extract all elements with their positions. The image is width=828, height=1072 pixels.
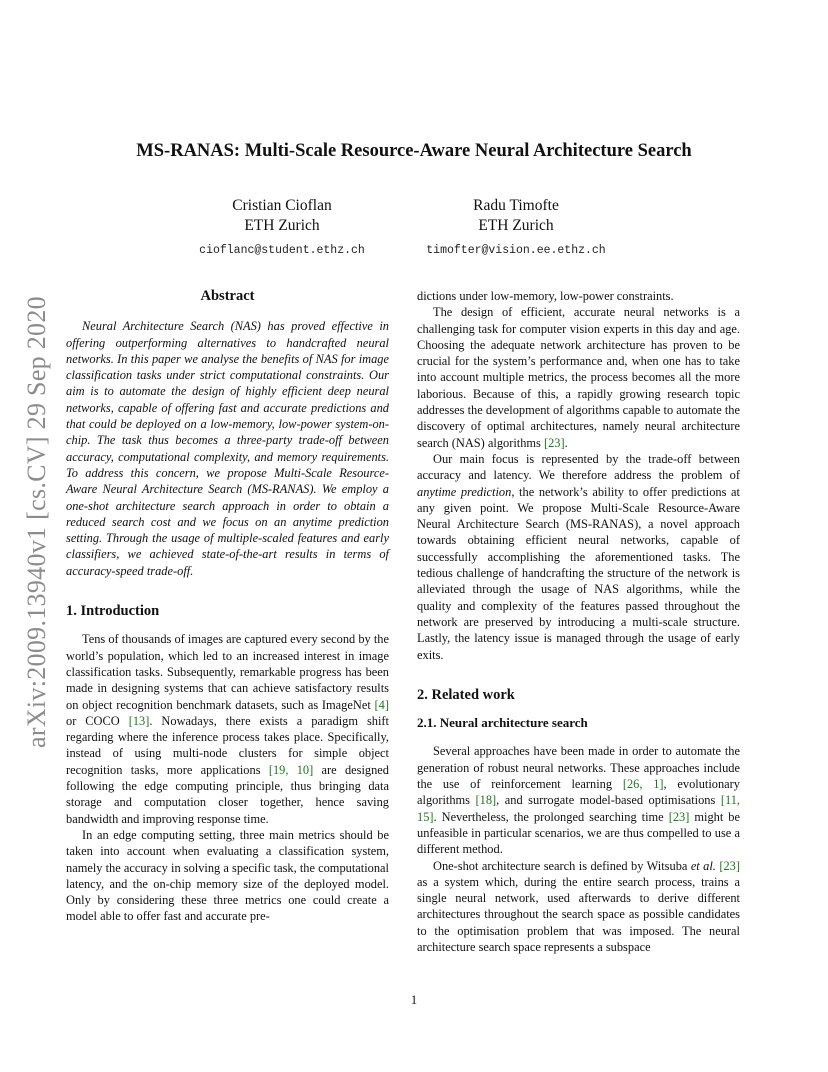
citation-link[interactable]: [19, 10]: [268, 762, 314, 777]
author-email[interactable]: cioflanc@student.ethz.ch: [199, 244, 365, 257]
abstract-section: [66, 288, 389, 579]
author-affiliation: ETH Zurich: [244, 216, 320, 234]
emphasis: anytime prediction: [417, 484, 512, 499]
paragraph: In an edge computing setting, three main metrics should be taken into account when evaluating a classification system, namely the accuracy in solving a specific task, the computational latency, and the on-chip memory size of the deployed model. Only by considering these three metrics one could create a model able to offer fast and accurate pre-: [66, 827, 389, 924]
paragraph-continuation: dictions under low-memory, low-power constraints.: [417, 289, 674, 303]
citation-link[interactable]: [13]: [128, 713, 150, 728]
arxiv-identifier-stamp: [22, 282, 52, 762]
citation-link[interactable]: [26, 1]: [622, 777, 664, 792]
left-column: [66, 288, 389, 925]
citation-link[interactable]: [23]: [668, 809, 690, 824]
author-block-1: [172, 196, 392, 261]
author-name: Cristian Cioflan: [232, 197, 332, 214]
citation-link[interactable]: [23]: [543, 435, 565, 450]
citation-link[interactable]: [11, 15]: [417, 793, 740, 824]
paragraph: Several approaches have been made in order to automate the generation of robust neural networks. These approaches include the use of reinforcement learning [26, 1], evolutionary algorithms [18], and surrogate model-based optimisations [11, 15]. Nevertheless, the prolonged searching time [23] might be unfeasible in particular scenarios, we are thus compelled to use a different method.: [417, 744, 741, 857]
abstract-heading: Abstract: [200, 288, 255, 304]
right-column: [417, 288, 740, 955]
emphasis: et al.: [690, 858, 716, 873]
subsection-heading-nas: 2.1. Neural architecture search: [417, 715, 588, 731]
paragraph: Our main focus is represented by the trade-off between accuracy and latency. We therefore address the problem of anytime prediction, the network’s ability to offer predictions at any given point. We propose Multi-Scale Resource-Aware Neural Architecture Search (MS-RANAS), a novel approach towards obtaining efficient neural networks, capable of successfully accomplishing the aforementioned tasks. The tedious challenge of handcrafting the structure of the network is alleviated through the usage of NAS algorithms, while the quality and complexity of the features passed throughout the network are preserved by introducing a multi-scale structure. Lastly, the latency issue is managed through the usage of early exits.: [417, 451, 740, 662]
abstract-text: Neural Architecture Search (NAS) has proved effective in offering outperforming alternatives to handcrafted neural networks. In this paper we analyse the benefits of NAS for image classification tasks under strict computational constraints. Our aim is to automate the design of highly efficient deep neural networks, capable of offering fast and accurate predictions and that could be deployed on a low-memory, low-power system-on-chip. The task thus becomes a three-party trade-off between accuracy, computational complexity, and memory requirements. To address this concern, we propose Multi-Scale Resource-Aware Neural Architecture Search (MS-RANAS). We employ a one-shot architecture search approach in order to obtain a reduced search cost and we focus on an anytime prediction setting. Through the usage of multiple-scaled features and early classifiers, we achieved state-of-the-art results in terms of accuracy-speed trade-off.: [66, 319, 389, 578]
paper-title: MS-RANAS: Multi-Scale Resource-Aware Neural Architecture Search: [136, 141, 692, 161]
citation-link[interactable]: [4]: [374, 697, 389, 712]
author-block-2: [406, 196, 626, 261]
paragraph: The design of efficient, accurate neural networks is a challenging task for computer vision experts in this day and age. Choosing the adequate network architecture has proven to be crucial for the system’s performance and, when one has to take into account multiple metrics, the process becomes all the more laborious. Because of this, a rapidly growing research topic addresses the development of algorithms capable to automate the discovery of optimal architectures, namely neural architecture search (NAS) algorithms [23].: [417, 305, 740, 450]
citation-link[interactable]: [23]: [719, 858, 740, 873]
paragraph: Tens of thousands of images are captured every second by the world’s population, which led to an increased interest in image classification tasks. Subsequently, remarkable progress has been made in designing systems that can achieve satisfactory results on object recognition benchmark datasets, such as ImageNet [4] or COCO [13]. Nowadays, there exists a paradigm shift regarding where the inference process takes place. Specifically, instead of using multi-node clusters for simple object recognition tasks, more applications [19, 10] are designed following the edge computing principle, thus bringing data storage and computation closer together, hence saving bandwidth and improving response time.: [66, 632, 390, 826]
author-name: Radu Timofte: [473, 197, 559, 214]
paragraph: One-shot architecture search is defined by Witsuba et al. [23] as a system which, during the entire search process, trains a single neural network, used afterwards to derive different architectures throughout the search space as possible candidates to the optimisation problem that was imposed. The neural architecture search space represents a subspace: [417, 858, 740, 954]
author-email[interactable]: timofter@vision.ee.ethz.ch: [426, 244, 606, 257]
section-heading-introduction: 1. Introduction: [66, 603, 160, 620]
section-heading-related-work: 2. Related work: [417, 686, 515, 703]
author-affiliation: ETH Zurich: [478, 216, 554, 234]
citation-link[interactable]: [18]: [475, 793, 497, 808]
page-number: 1: [410, 993, 418, 1007]
arxiv-stamp-text: arXiv:2009.13940v1 [cs.CV] 29 Sep 2020: [22, 296, 51, 748]
